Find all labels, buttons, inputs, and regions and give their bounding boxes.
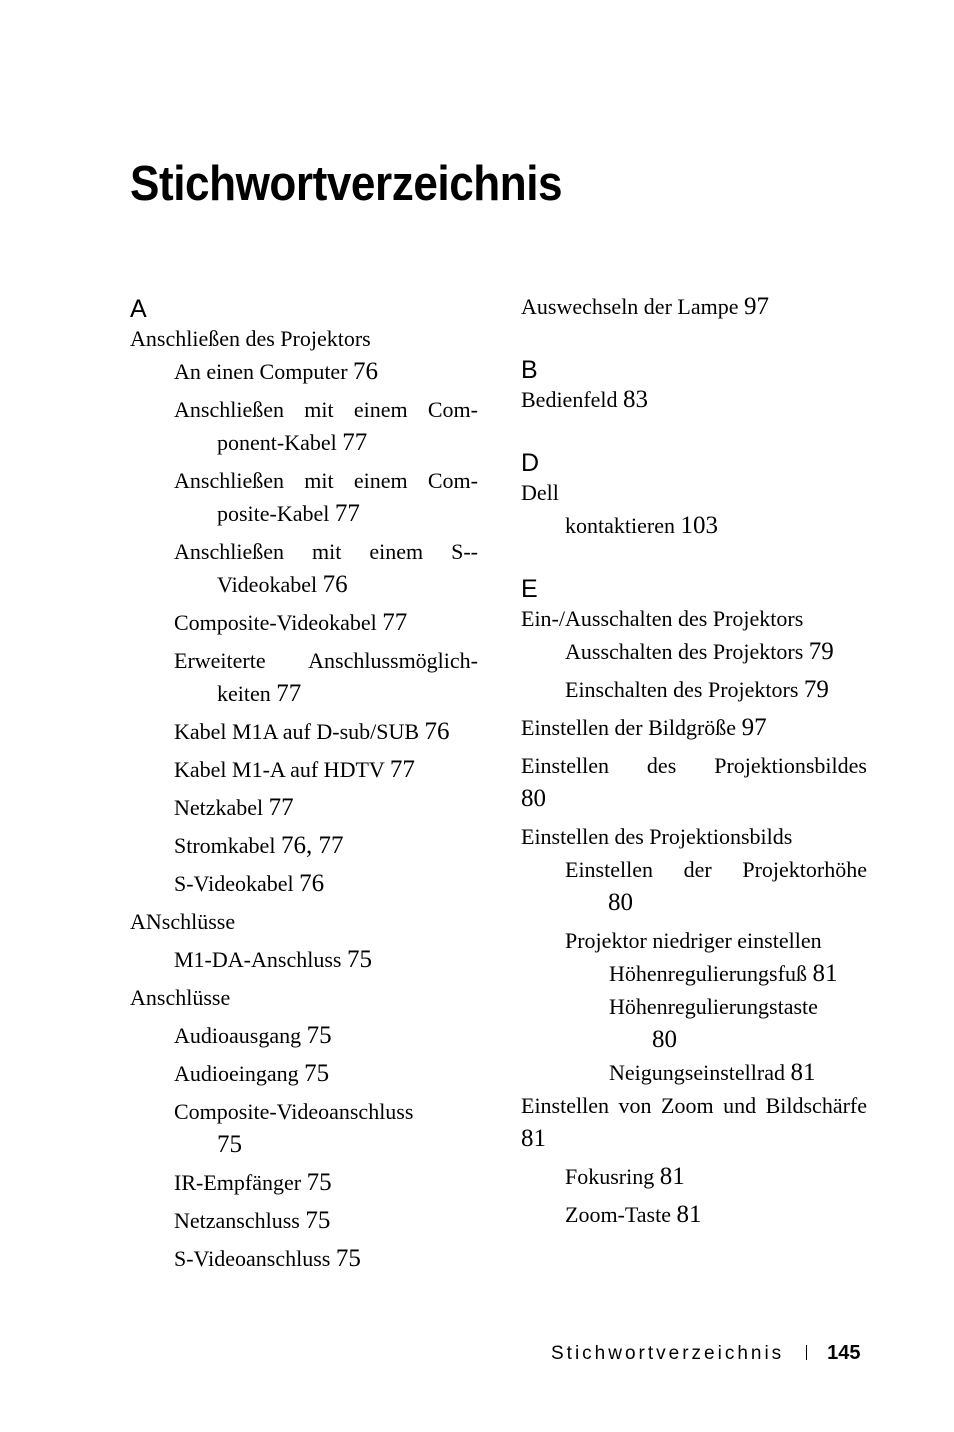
index-subentry [130, 355, 478, 388]
index-subentry [521, 509, 867, 542]
index-entry [521, 1089, 867, 1155]
index-subentry [521, 924, 867, 957]
index-entry [130, 322, 478, 355]
index-subentry [130, 1095, 478, 1161]
page-ref: 76 [424, 718, 450, 745]
page-footer [551, 1342, 861, 1365]
index-entry [521, 820, 867, 853]
section-letter-b: B [521, 356, 538, 384]
index-entry [521, 711, 867, 744]
entry-text: Netzanschluss [174, 1208, 300, 1233]
entry-text: Ausschalten des Projektors [565, 639, 804, 664]
entry-text: Anschlüsse [130, 985, 231, 1010]
page-ref: 75 [346, 946, 372, 973]
page-ref: 79 [808, 638, 834, 665]
page-ref: 81 [676, 1201, 702, 1228]
entry-text: Erweiterte Anschlussmöglichkeiten [174, 648, 478, 706]
index-entry [130, 905, 478, 938]
entry-text: Anschließen mit einem S-Videokabel [174, 539, 478, 597]
entry-text: Stromkabel [174, 833, 276, 858]
index-column-left [130, 290, 478, 1280]
index-entry [521, 749, 867, 815]
entry-text: Einstellen von Zoom und Bildschärfe [521, 1093, 867, 1118]
page-ref: 76 [353, 358, 379, 385]
index-subentry [130, 791, 478, 824]
footer-divider [806, 1345, 807, 1360]
entry-text: M1-DA-Anschluss [174, 947, 342, 972]
page-ref: 81 [812, 960, 838, 987]
index-subsubentry [521, 957, 867, 990]
entry-text: kontaktieren [565, 513, 675, 538]
entry-text: Einstellen des Projektionsbildes [521, 753, 867, 778]
entry-text: Kabel M1-A auf HDTV [174, 757, 385, 782]
index-subentry [130, 753, 478, 786]
entry-text: Anschließen mit einem Composite-Kabel [174, 468, 478, 526]
entry-text: An einen Computer [174, 359, 348, 384]
entry-text: Dell [521, 480, 559, 505]
page-ref: 75 [304, 1060, 330, 1087]
entry-text: Anschließen des Projektors [130, 326, 371, 351]
page-ref: 103 [680, 512, 718, 539]
section-letter-e: E [521, 575, 538, 603]
entry-text: Bedienfeld [521, 387, 618, 412]
page-ref: 77 [276, 680, 302, 707]
page-ref: 80 [521, 785, 546, 812]
section-letter-d: D [521, 449, 540, 477]
index-subentry [130, 606, 478, 639]
entry-text: S-Videoanschluss [174, 1246, 331, 1271]
page-title: Stichwortverzeichnis [130, 157, 563, 211]
entry-text: Einstellen der Projektorhöhe [565, 857, 867, 882]
page-ref: 79 [803, 676, 829, 703]
index-subentry [130, 1057, 478, 1090]
page-ref: 75 [306, 1022, 332, 1049]
page-ref: 75 [217, 1131, 242, 1158]
entry-text: Auswechseln der Lampe [521, 294, 739, 319]
index-entry [521, 383, 867, 416]
index-entry [130, 981, 478, 1014]
index-entry [521, 476, 867, 509]
entry-text: Audioeingang [174, 1061, 299, 1086]
index-subentry [130, 1204, 478, 1237]
entry-text: Neigungseinstellrad [609, 1060, 785, 1085]
page-ref: 77 [389, 756, 415, 783]
entry-text: Einstellen der Bildgröße [521, 715, 737, 740]
page-ref: 76, 77 [280, 832, 344, 859]
index-subentry [130, 943, 478, 976]
index-subentry [521, 673, 867, 706]
index-subsubentry [521, 990, 867, 1056]
page-ref: 97 [743, 293, 769, 320]
page-ref: 77 [268, 794, 294, 821]
running-title: Stichwortverzeichnis [551, 1343, 785, 1364]
index-subentry [130, 535, 478, 601]
index-subentry [130, 464, 478, 530]
page-ref: 97 [741, 714, 767, 741]
page-ref: 75 [335, 1245, 361, 1272]
index-subentry [130, 1242, 478, 1275]
index-subentry [130, 867, 478, 900]
page-number: 145 [827, 1342, 861, 1364]
page-ref: 83 [623, 386, 649, 413]
section-letter-a: A [130, 295, 147, 323]
entry-text: Composite-Videoanschluss [174, 1099, 414, 1124]
entry-text: Projektor niedriger einstellen [565, 928, 822, 953]
page-ref: 77 [334, 500, 360, 527]
entry-text: Netzkabel [174, 795, 264, 820]
index-subentry [521, 1198, 867, 1231]
page-ref: 81 [790, 1059, 816, 1086]
page-ref: 76 [299, 870, 325, 897]
entry-text: Audioausgang [174, 1023, 302, 1048]
entry-text: S-Videokabel [174, 871, 294, 896]
page-ref: 77 [342, 429, 368, 456]
page-ref: 80 [652, 1026, 677, 1053]
entry-text: Höhenregulierungsfuß [609, 961, 807, 986]
page-ref: 81 [659, 1163, 685, 1190]
entry-text: Einschalten des Projektors [565, 677, 799, 702]
page-ref: 75 [306, 1169, 332, 1196]
index-column-right [521, 288, 867, 1236]
index-subentry [130, 829, 478, 862]
entry-text: Kabel M1A auf D-sub/SUB [174, 719, 420, 744]
index-subentry [130, 644, 478, 710]
page-ref: 77 [382, 609, 408, 636]
page-ref: 75 [305, 1207, 331, 1234]
index-subentry [521, 1160, 867, 1193]
index-subsubentry [521, 1056, 867, 1089]
index-entry [521, 602, 867, 635]
entry-text: Einstellen des Projektionsbilds [521, 824, 793, 849]
entry-text: Fokusring [565, 1164, 655, 1189]
index-subentry [130, 715, 478, 748]
page-ref: 76 [322, 571, 348, 598]
index-subentry [130, 1019, 478, 1052]
index-entry [521, 290, 867, 323]
index-subentry [130, 1166, 478, 1199]
page-ref: 80 [608, 889, 633, 916]
entry-text: Zoom-Taste [565, 1202, 671, 1227]
index-subentry [521, 635, 867, 668]
entry-text: Anschließen mit einem Component-Kabel [174, 397, 478, 455]
entry-text: ANschlüsse [130, 909, 236, 934]
index-subentry [521, 853, 867, 919]
entry-text: Höhenregulierungstaste [609, 994, 818, 1019]
entry-text: Ein-/Ausschalten des Projektors [521, 606, 804, 631]
index-subentry [130, 393, 478, 459]
page-ref: 81 [521, 1125, 546, 1152]
entry-text: Composite-Videokabel [174, 610, 377, 635]
entry-text: IR-Empfänger [174, 1170, 302, 1195]
